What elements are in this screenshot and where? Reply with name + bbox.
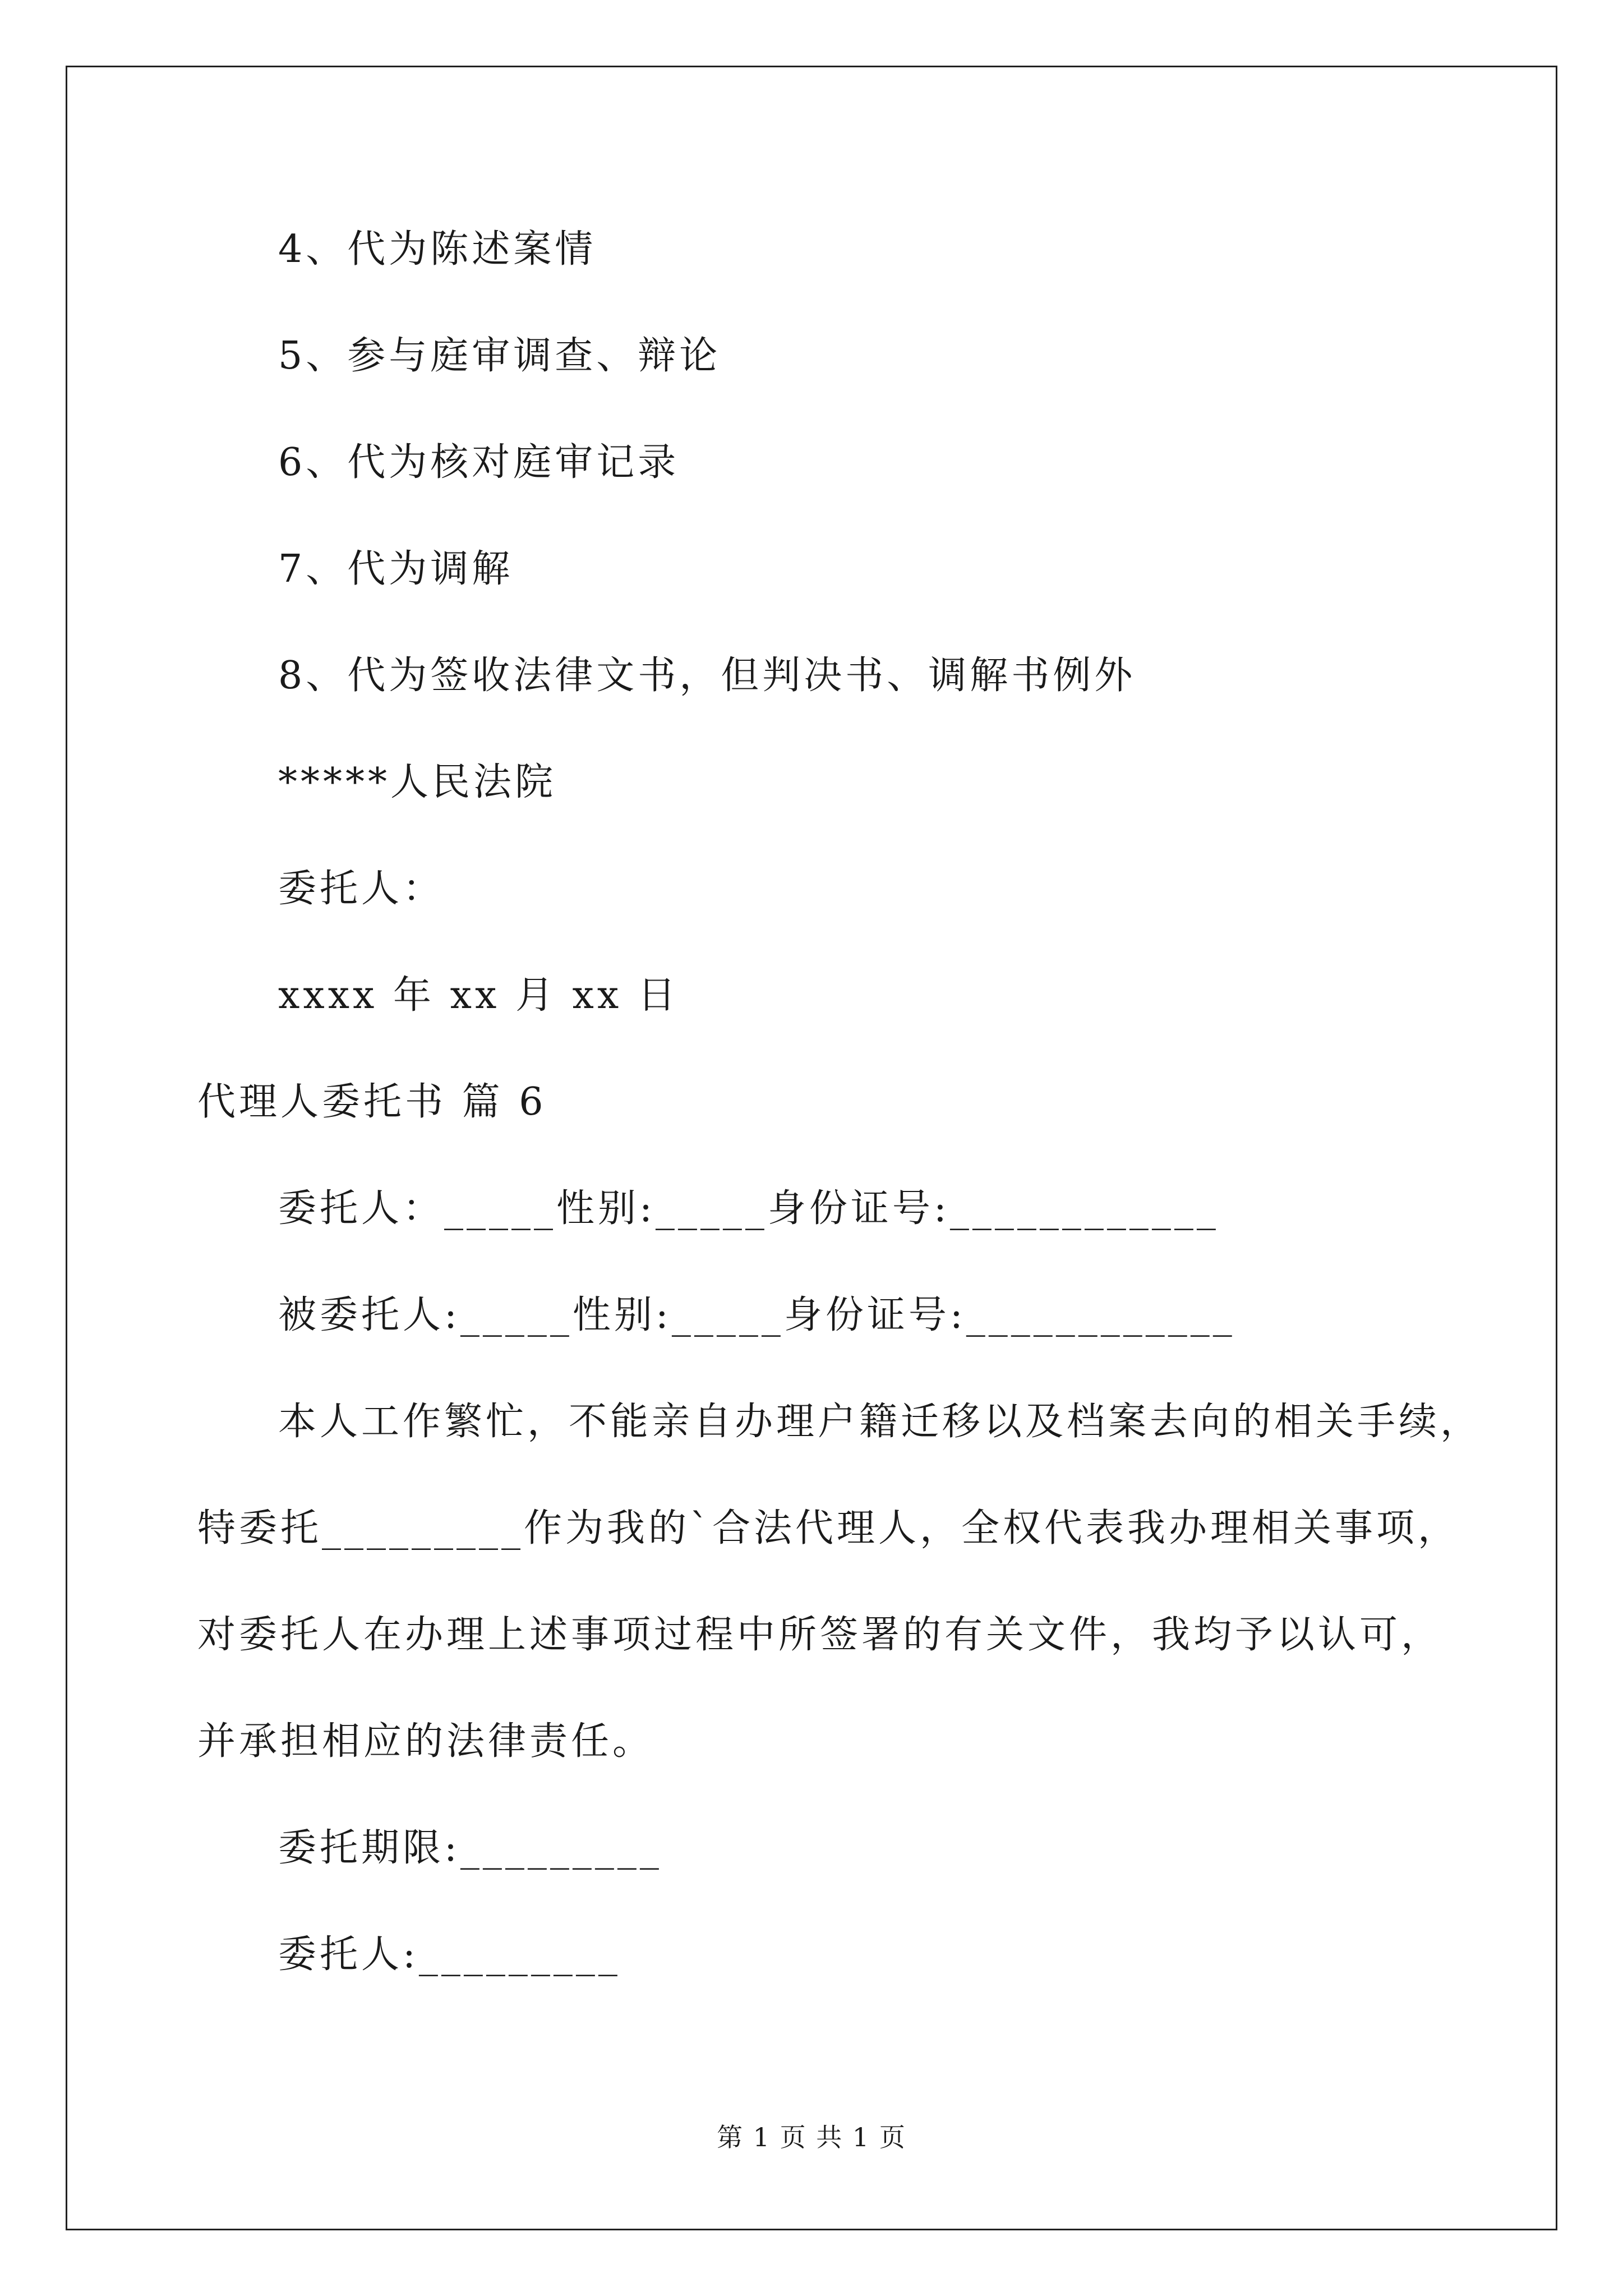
text-line-item-5: 5、参与庭审调查、辩论 xyxy=(278,334,721,378)
page-border xyxy=(66,66,1557,2230)
term-line: 委托期限:_________ xyxy=(278,1826,662,1870)
date-line: xxxx 年 xx 月 xx 日 xyxy=(278,973,679,1018)
principal-signature-line: 委托人:_________ xyxy=(278,1932,621,1977)
body-paragraph-line-4: 并承担相应的法律责任。 xyxy=(197,1719,654,1764)
body-paragraph-line-3: 对委托人在办理上述事项过程中所签署的有关文件，我均予以认可， xyxy=(197,1613,1443,1657)
agent-info-line: 被委托人:_____性别:_____身份证号:____________ xyxy=(278,1293,1235,1337)
court-name: *****人民法院 xyxy=(278,760,557,804)
body-paragraph-line-1: 本人工作繁忙，不能亲自办理户籍迁移以及档案去向的相关手续， xyxy=(278,1400,1482,1444)
section-heading: 代理人委托书 篇 6 xyxy=(197,1080,547,1124)
text-line-item-6: 6、代为核对庭审记录 xyxy=(278,440,680,485)
principal-info-line: 委托人：_____性别:_____身份证号:____________ xyxy=(278,1186,1219,1231)
page-footer: 第 1 页 共 1 页 xyxy=(717,2122,906,2152)
text-line-item-8: 8、代为签收法律文书，但判决书、调解书例外 xyxy=(278,654,1136,698)
principal-label: 委托人： xyxy=(278,867,445,911)
body-paragraph-line-2: 特委托_________作为我的`合法代理人，全权代表我办理相关事项， xyxy=(197,1506,1460,1550)
text-line-item-7: 7、代为调解 xyxy=(278,547,514,591)
text-line-item-4: 4、代为陈述案情 xyxy=(278,227,597,272)
